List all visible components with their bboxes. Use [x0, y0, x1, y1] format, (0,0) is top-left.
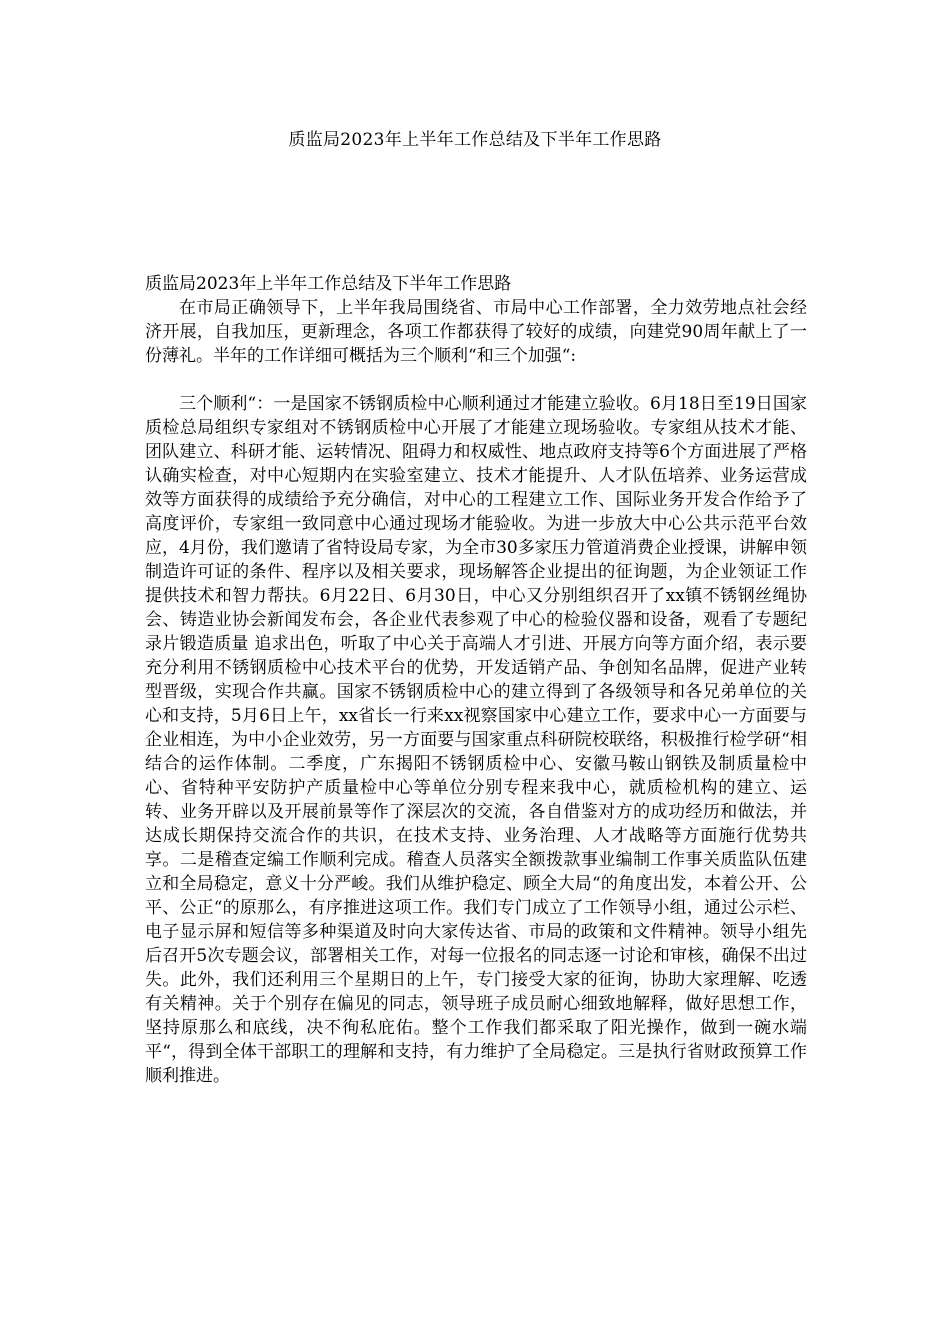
document-title: 质监局2023年上半年工作总结及下半年工作思路 — [145, 274, 512, 294]
paragraph-intro: 在市局正确领导下，上半年我局围绕省、市局中心工作部署，全力效劳地点社会经济开展，自我加压，更新理念，各项工作都获得了较好的成绩，向建党90周年献上了一份薄礼。半年的工作详细可概括为三个顺利“和三个加强“: — [145, 298, 807, 366]
document-body — [145, 272, 807, 1088]
page-header-title: 质监局2023年上半年工作总结及下半年工作思路 — [288, 130, 662, 150]
paragraph-spacer — [145, 368, 807, 392]
paragraph-three-successes: 三个顺利“：一是国家不锈钢质检中心顺利通过才能建立验收。6月18日至19日国家质检总局组织专家组对不锈钢质检中心开展了才能建立现场验收。专家组从技术才能、团队建立、科研才能、运转情况、阻碍力和权威性、地点政府支持等6个方面进展了严格认确实检查，对中心短期内在实验室建立、技术才能提升、人才队伍培养、业务运营成效等方面获得的成绩给予充分确信，对中心的工程建立工作、国际业务开发合作给予了高度评价，专家组一致同意中心通过现场才能验收。为进一步放大中心公共示范平台效应，4月份，我们邀请了省特设局专家，为全市30多家压力管道消费企业授课，讲解申领制造许可证的条件、程序以及相关要求，现场解答企业提出的征询题，为企业领证工作提供技术和智力帮扶。6月22日、6月30日，中心又分别组织召开了xx镇不锈钢丝绳协会、铸造业协会新闻发布会，各企业代表参观了中心的检验仪器和设备，观看了专题纪录片锻造质量 追求出色，听取了中心关于高端人才引进、开展方向等方面介绍，表示要充分利用不锈钢质检中心技术平台的优势，开发适销产品、争创知名品牌，促进产业转型晋级，实现合作共赢。国家不锈钢质检中心的建立得到了各级领导和各兄弟单位的关心和支持，5月6日上午，xx省长一行来xx视察国家中心建立工作，要求中心一方面要与企业相连，为中小企业效劳，另一方面要与国家重点科研院校联络，积极推行检学研“相结合的运作体制。二季度，广东揭阳不锈钢质检中心、安徽马鞍山钢铁及制质量检中心、省特种平安防护产质量检中心等单位分别专程来我中心，就质检机构的建立、运转、业务开辟以及开展前景等作了深层次的交流，各自借鉴对方的成功经历和做法，并达成长期保持交流合作的共识，在技术支持、业务治理、人才战略等方面施行优势共享。二是稽查定编工作顺利完成。稽查人员落实全额拨款事业编制工作事关质监队伍建立和全局稳定，意义十分严峻。我们从维护稳定、顾全大局“的角度出发，本着公开、公平、公正“的原那么，有序推进这项工作。我们专门成立了工作领导小组，通过公示栏、电子显示屏和短信等多种渠道及时向大家传达省、市局的政策和文件精神。领导小组先后召开5次专题会议，部署相关工作，对每一位报名的同志逐一讨论和审核，确保不出过失。此外，我们还利用三个星期日的上午，专门接受大家的征询，协助大家理解、吃透有关精神。关于个别存在偏见的同志，领导班子成员耐心细致地解释，做好思想工作，坚持原那么和底线，决不徇私庇佑。整个工作我们都采取了阳光操作，做到一碗水端平“，得到全体干部职工的理解和支持，有力维护了全局稳定。三是执行省财政预算工作顺利推进。 — [145, 394, 807, 1086]
